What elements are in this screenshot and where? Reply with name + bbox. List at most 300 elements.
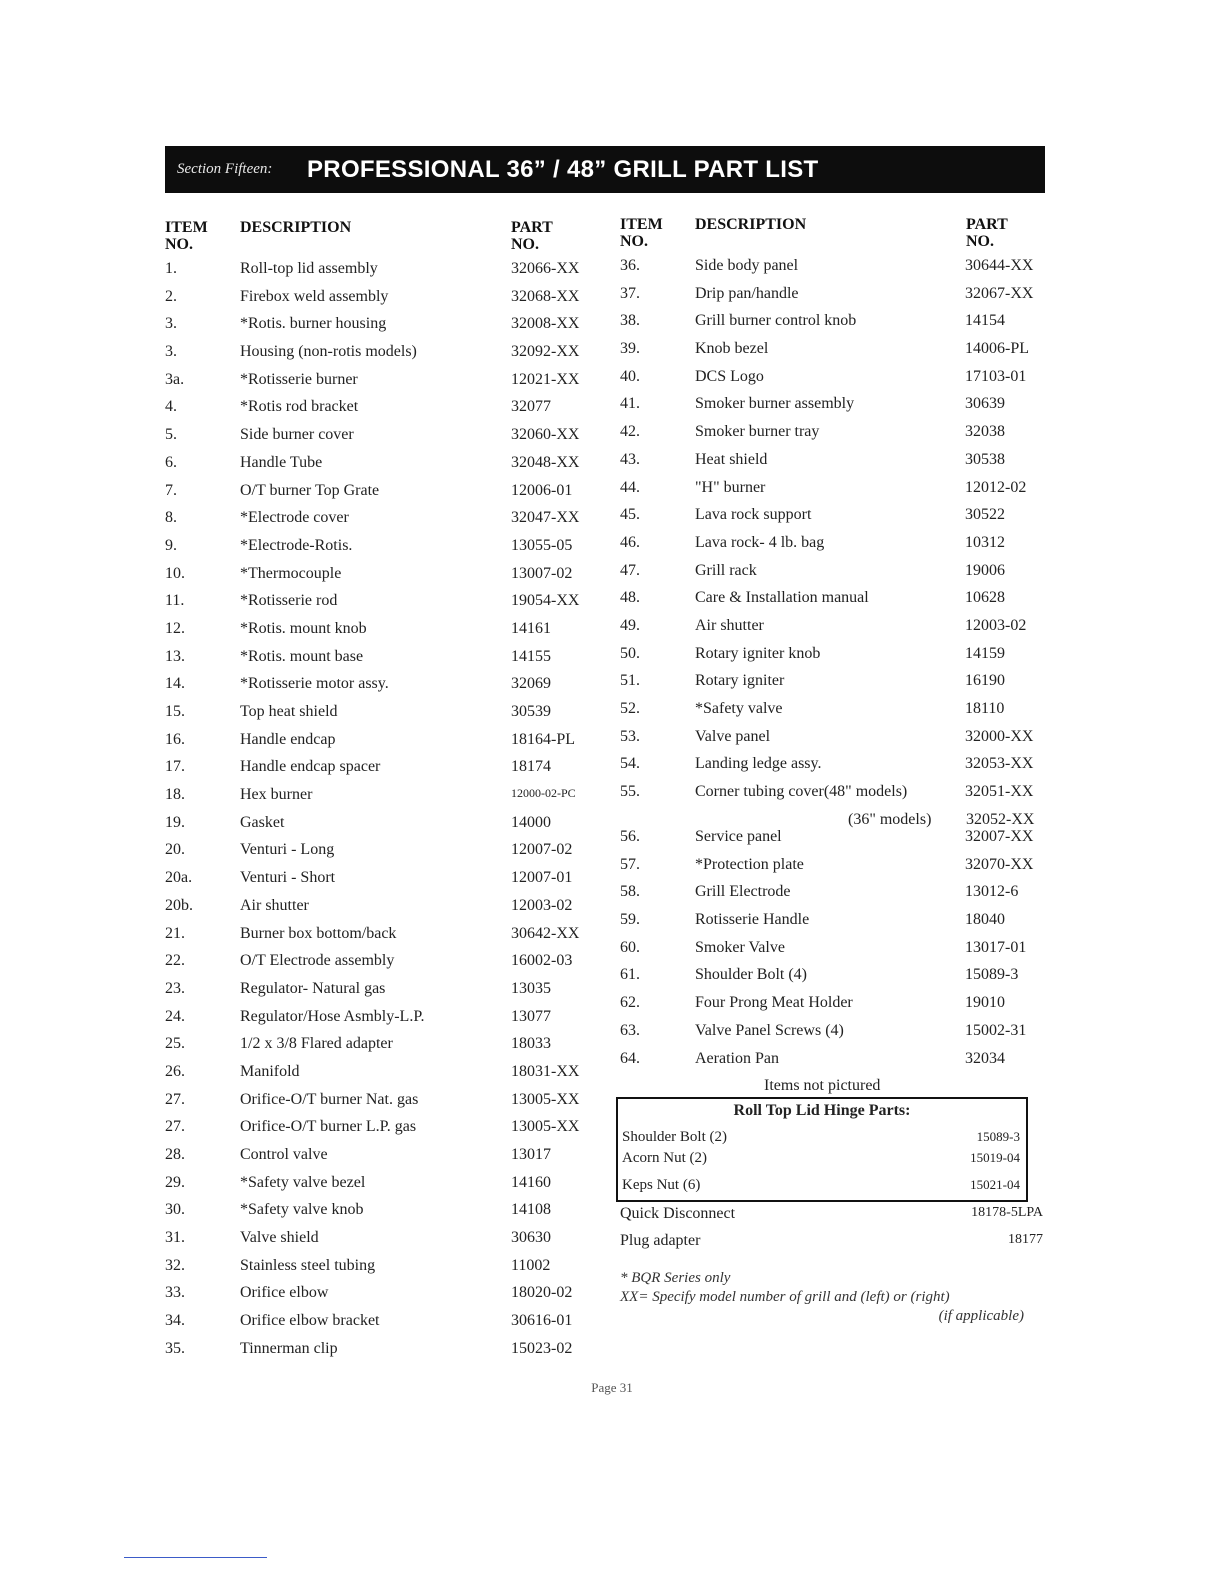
part-item-number: 60. — [620, 938, 640, 956]
part-number: 13007-02 — [511, 564, 573, 582]
part-description: Firebox weld assembly — [240, 287, 389, 305]
right-parts-list-continued — [620, 828, 1045, 1077]
part-number: 32067-XX — [965, 284, 1034, 302]
part-description: Grill Electrode — [695, 883, 791, 901]
part-row — [620, 451, 1045, 479]
part-description: Air shutter — [695, 616, 764, 634]
part-number: 10628 — [965, 589, 1005, 607]
part-number: 32092-XX — [511, 343, 580, 361]
extra-item-desc: Plug adapter — [620, 1232, 701, 1249]
part-description: "H" burner — [695, 478, 766, 496]
part-row — [620, 617, 1045, 645]
part-description: Regulator- Natural gas — [240, 979, 386, 997]
part-row — [165, 1229, 605, 1257]
hinge-item-desc: Acorn Nut (2) — [622, 1150, 707, 1166]
part-number: 13005-XX — [511, 1090, 580, 1108]
part-description: *Electrode-Rotis. — [240, 536, 353, 554]
part-description: *Rotisserie burner — [240, 370, 358, 388]
part-item-number: 57. — [620, 855, 640, 873]
part-row — [165, 841, 605, 869]
part-item-number: 33. — [165, 1284, 185, 1302]
part-description: Hex burner — [240, 786, 313, 804]
part-number: 13017-01 — [965, 938, 1027, 956]
part-item-number: 39. — [620, 340, 640, 358]
part-number: 18033 — [511, 1035, 551, 1053]
part-item-number: 24. — [165, 1007, 185, 1025]
part-item-number: 31. — [165, 1229, 185, 1247]
part-number: 32060-XX — [511, 426, 580, 444]
part-item-number: 40. — [620, 367, 640, 385]
part-item-number: 56. — [620, 828, 640, 845]
part-item-number: 37. — [620, 284, 640, 302]
part-description: Side burner cover — [240, 426, 354, 444]
part-description: Control valve — [240, 1146, 328, 1163]
left-header-part: PART NO. — [511, 219, 553, 253]
part-row — [165, 1340, 605, 1368]
part-number: 32000-XX — [965, 727, 1034, 745]
part-number: 18040 — [965, 911, 1005, 929]
part-number: 15089-3 — [965, 966, 1019, 984]
part-description: *Rotis rod bracket — [240, 398, 359, 416]
part-row — [620, 828, 1045, 856]
part-description: *Safety valve knob — [240, 1201, 364, 1219]
part-item-number: 1. — [165, 260, 177, 277]
part-row — [165, 1146, 605, 1174]
part-description: Tinnerman clip — [240, 1339, 338, 1357]
part-number: 19054-XX — [511, 592, 580, 610]
part-row — [620, 645, 1045, 673]
part-item-number: 3. — [165, 315, 177, 333]
part-row — [165, 1091, 605, 1119]
part-item-number: 6. — [165, 453, 177, 471]
part-description: Four Prong Meat Holder — [695, 994, 853, 1012]
part-item-number: 54. — [620, 755, 640, 773]
part-item-number: 51. — [620, 672, 640, 690]
part-row — [165, 398, 605, 426]
right-header-part: PART NO. — [966, 216, 1008, 250]
part-item-number: 63. — [620, 1021, 640, 1039]
part-number: 12012-02 — [965, 478, 1027, 496]
part-item-number: 10. — [165, 564, 185, 582]
part-row — [620, 700, 1045, 728]
part-number: 13055-05 — [511, 536, 573, 554]
part-number: 14006-PL — [965, 340, 1029, 358]
part-row — [165, 814, 605, 842]
part-item-number: 55. — [620, 783, 640, 801]
part-description: Gasket — [240, 813, 285, 831]
part-number: 18174 — [511, 758, 551, 776]
part-number: 30539 — [511, 703, 551, 720]
part-row — [620, 883, 1045, 911]
part-number: 32070-XX — [965, 855, 1034, 873]
part-number: 32008-XX — [511, 315, 580, 333]
part-item-number: 4. — [165, 398, 177, 416]
part-number: 14000 — [511, 813, 551, 831]
part-description: Smoker burner assembly — [695, 395, 855, 413]
extra-item-desc: Quick Disconnect — [620, 1205, 736, 1222]
part-row — [620, 479, 1045, 507]
part-row — [165, 371, 605, 399]
part-description: Handle endcap spacer — [240, 758, 381, 776]
part-item-number: 53. — [620, 727, 640, 745]
part-description: Care & Installation manual — [695, 589, 869, 607]
part-item-number: 46. — [620, 533, 640, 551]
part-number: 30642-XX — [511, 924, 580, 942]
part-description: Rotisserie Handle — [695, 911, 810, 929]
part-number: 12003-02 — [965, 616, 1027, 634]
part-row — [165, 1201, 605, 1229]
part-description: Stainless steel tubing — [240, 1256, 376, 1274]
part-description: Regulator/Hose Asmbly-L.P. — [240, 1007, 425, 1025]
note-xx-applicable: (if applicable) — [938, 1308, 1024, 1324]
part-row — [165, 592, 605, 620]
page-title: PROFESSIONAL 36” / 48” GRILL PART LIST — [307, 155, 819, 183]
right-header-description: DESCRIPTION — [695, 216, 807, 233]
part-item-number: 50. — [620, 644, 640, 662]
footer-rule — [124, 1557, 267, 1558]
part-row — [165, 454, 605, 482]
part-number: 14154 — [965, 312, 1005, 330]
part-description: Drip pan/handle — [695, 284, 799, 302]
part-item-number: 26. — [165, 1062, 185, 1080]
hinge-parts-box — [616, 1097, 1028, 1202]
extra-item — [620, 1205, 1045, 1223]
part-row — [165, 1035, 605, 1063]
part-description: Orifice elbow bracket — [240, 1312, 380, 1330]
part-row — [620, 395, 1045, 423]
part-item-number: 14. — [165, 675, 185, 693]
part-item-number: 3. — [165, 343, 177, 361]
part-row — [165, 703, 605, 731]
part-description: O/T Electrode assembly — [240, 952, 395, 970]
hinge-item — [622, 1150, 1022, 1167]
part-number: 30522 — [965, 506, 1005, 524]
part-row — [620, 312, 1045, 340]
part-number: 32053-XX — [965, 755, 1034, 773]
part-number: 13012-6 — [965, 883, 1019, 901]
part-description: Landing ledge assy. — [695, 755, 822, 773]
part-description: Orifice-O/T burner L.P. gas — [240, 1118, 417, 1136]
part-row — [620, 755, 1045, 783]
part-row — [165, 1118, 605, 1146]
item55-sub-part: 32052-XX — [966, 811, 1035, 828]
part-number: 12000-02-PC — [511, 786, 576, 801]
part-item-number: 27. — [165, 1090, 185, 1108]
part-item-number: 13. — [165, 647, 185, 665]
part-number: 12006-01 — [511, 481, 573, 499]
part-description: *Rotis. burner housing — [240, 315, 387, 333]
part-row — [165, 648, 605, 676]
part-row — [620, 534, 1045, 562]
part-number: 32068-XX — [511, 287, 580, 305]
left-header-description: DESCRIPTION — [240, 219, 352, 236]
part-number: 18031-XX — [511, 1062, 580, 1080]
part-row — [620, 783, 1045, 811]
part-item-number: 3a. — [165, 370, 185, 388]
part-number: 32051-XX — [965, 783, 1034, 801]
hinge-item-desc: Keps Nut (6) — [622, 1177, 701, 1193]
part-item-number: 44. — [620, 478, 640, 496]
part-number: 13035 — [511, 979, 551, 997]
part-number: 13077 — [511, 1007, 551, 1025]
part-number: 32048-XX — [511, 453, 580, 471]
part-item-number: 21. — [165, 924, 185, 942]
part-item-number: 5. — [165, 426, 177, 444]
part-number: 18110 — [965, 700, 1005, 717]
part-item-number: 2. — [165, 287, 177, 305]
part-description: Orifice elbow — [240, 1284, 329, 1302]
extra-item — [620, 1232, 1045, 1250]
right-parts-list — [620, 257, 1045, 811]
part-item-number: 28. — [165, 1146, 185, 1163]
left-header-item: ITEM NO. — [165, 219, 208, 253]
part-description: *Safety valve — [695, 700, 783, 717]
part-row — [165, 1063, 605, 1091]
part-item-number: 23. — [165, 979, 185, 997]
part-item-number: 38. — [620, 312, 640, 330]
part-number: 15023-02 — [511, 1339, 573, 1357]
part-description: Grill rack — [695, 561, 757, 579]
part-description: Service panel — [695, 828, 782, 845]
part-number: 14155 — [511, 647, 551, 665]
part-row — [620, 562, 1045, 590]
part-number: 12021-XX — [511, 370, 580, 388]
page-number: Page 31 — [591, 1380, 633, 1395]
part-number: 15002-31 — [965, 1021, 1027, 1039]
section-banner — [165, 146, 1045, 193]
part-row — [620, 589, 1045, 617]
part-description: Side body panel — [695, 257, 799, 274]
part-item-number: 15. — [165, 703, 185, 720]
part-item-number: 16. — [165, 730, 185, 748]
part-row — [165, 758, 605, 786]
part-row — [620, 672, 1045, 700]
part-item-number: 41. — [620, 395, 640, 413]
part-row — [165, 1284, 605, 1312]
part-number: 30538 — [965, 450, 1005, 468]
part-description: Aeration Pan — [695, 1049, 779, 1067]
part-description: *Rotis. mount knob — [240, 619, 367, 637]
part-item-number: 19. — [165, 813, 185, 831]
part-description: Air shutter — [240, 896, 309, 914]
part-item-number: 43. — [620, 450, 640, 468]
part-item-number: 36. — [620, 257, 640, 274]
part-row — [620, 728, 1045, 756]
part-number: 32034 — [965, 1049, 1005, 1067]
part-row — [620, 257, 1045, 285]
part-description: 1/2 x 3/8 Flared adapter — [240, 1035, 393, 1053]
part-item-number: 49. — [620, 616, 640, 634]
part-row — [620, 340, 1045, 368]
part-number: 32047-XX — [511, 509, 580, 527]
part-row — [165, 343, 605, 371]
part-description: Smoker Valve — [695, 938, 785, 956]
part-item-number: 30. — [165, 1201, 185, 1219]
part-row — [620, 939, 1045, 967]
part-number: 12003-02 — [511, 896, 573, 914]
part-description: Handle Tube — [240, 453, 323, 471]
part-description: Housing (non-rotis models) — [240, 343, 417, 361]
part-description: Shoulder Bolt (4) — [695, 966, 807, 984]
part-number: 14161 — [511, 619, 551, 637]
part-description: *Protection plate — [695, 855, 804, 873]
part-number: 14160 — [511, 1173, 551, 1191]
part-row — [165, 537, 605, 565]
part-description: Roll-top lid assembly — [240, 260, 378, 277]
part-item-number: 47. — [620, 561, 640, 579]
part-item-number: 20a. — [165, 869, 193, 887]
part-row — [165, 1312, 605, 1340]
part-row — [620, 423, 1045, 451]
part-row — [165, 786, 605, 814]
part-number: 12007-01 — [511, 869, 573, 887]
part-item-number: 35. — [165, 1339, 185, 1357]
part-item-number: 64. — [620, 1049, 640, 1067]
part-description: Valve shield — [240, 1229, 319, 1247]
hinge-parts-title: Roll Top Lid Hinge Parts: — [733, 1102, 911, 1119]
part-item-number: 11. — [165, 592, 185, 610]
part-row — [620, 506, 1045, 534]
part-row — [165, 315, 605, 343]
part-description: Rotary igniter — [695, 672, 785, 690]
part-number: 11002 — [511, 1256, 551, 1274]
part-description: Top heat shield — [240, 703, 338, 720]
part-item-number: 18. — [165, 786, 185, 804]
item55-sub-description: (36" models) — [848, 811, 932, 828]
part-description: DCS Logo — [695, 367, 764, 385]
part-item-number: 58. — [620, 883, 640, 901]
part-row — [620, 966, 1045, 994]
part-number: 18020-02 — [511, 1284, 573, 1302]
part-row — [165, 675, 605, 703]
part-row — [620, 368, 1045, 396]
part-item-number: 25. — [165, 1035, 185, 1053]
part-item-number: 9. — [165, 536, 177, 554]
part-row — [620, 1022, 1045, 1050]
part-row — [165, 925, 605, 953]
part-row — [165, 952, 605, 980]
part-number: 16190 — [965, 672, 1005, 690]
part-description: Corner tubing cover(48" models) — [695, 783, 908, 801]
hinge-item-part: 15019-04 — [970, 1150, 1020, 1165]
extra-item-part: 18177 — [1008, 1232, 1043, 1247]
part-row — [165, 260, 605, 288]
part-description: *Electrode cover — [240, 509, 349, 527]
part-number: 16002-03 — [511, 952, 573, 970]
part-row — [165, 426, 605, 454]
not-pictured-title: Items not pictured — [764, 1077, 881, 1094]
part-number: 32038 — [965, 423, 1005, 441]
part-number: 19006 — [965, 561, 1005, 579]
part-item-number: 48. — [620, 589, 640, 607]
part-number: 14108 — [511, 1201, 551, 1219]
part-description: Lava rock- 4 lb. bag — [695, 533, 825, 551]
part-description: Smoker burner tray — [695, 423, 820, 441]
extra-item-part: 18178-5LPA — [971, 1205, 1043, 1220]
part-row — [620, 1050, 1045, 1078]
part-description: Manifold — [240, 1062, 300, 1080]
part-item-number: 20. — [165, 841, 185, 859]
part-description: *Thermocouple — [240, 564, 342, 582]
part-description: O/T burner Top Grate — [240, 481, 380, 499]
part-row — [165, 869, 605, 897]
part-description: Lava rock support — [695, 506, 812, 524]
part-description: *Safety valve bezel — [240, 1173, 366, 1191]
part-row — [165, 1008, 605, 1036]
part-row — [165, 620, 605, 648]
part-description: *Rotisserie rod — [240, 592, 338, 610]
part-number: 30616-01 — [511, 1312, 573, 1330]
part-item-number: 22. — [165, 952, 185, 970]
part-row — [165, 980, 605, 1008]
hinge-item — [622, 1177, 1022, 1194]
note-bqr: * BQR Series only — [620, 1270, 731, 1286]
part-number: 30644-XX — [965, 257, 1034, 274]
left-parts-list — [165, 260, 605, 1368]
part-item-number: 20b. — [165, 896, 193, 914]
part-row — [165, 897, 605, 925]
part-description: Grill burner control knob — [695, 312, 857, 330]
part-item-number: 32. — [165, 1256, 185, 1274]
hinge-item — [622, 1129, 1022, 1146]
part-row — [165, 482, 605, 510]
part-number: 32077 — [511, 398, 551, 416]
part-row — [165, 731, 605, 759]
part-description: Venturi - Short — [240, 869, 336, 887]
hinge-item-part: 15021-04 — [970, 1177, 1020, 1192]
part-row — [620, 994, 1045, 1022]
part-item-number: 17. — [165, 758, 185, 776]
part-item-number: 34. — [165, 1312, 185, 1330]
part-row — [620, 856, 1045, 884]
part-description: Handle endcap — [240, 730, 336, 748]
note-xx: XX= Specify model number of grill and (left) or (right) — [620, 1289, 950, 1305]
part-row — [165, 288, 605, 316]
part-number: 12007-02 — [511, 841, 573, 859]
part-item-number: 42. — [620, 423, 640, 441]
part-description: *Rotisserie motor assy. — [240, 675, 389, 693]
part-number: 30630 — [511, 1229, 551, 1247]
part-row — [165, 1174, 605, 1202]
part-number: 32066-XX — [511, 260, 580, 277]
part-item-number: 8. — [165, 509, 177, 527]
part-row — [165, 565, 605, 593]
part-item-number: 45. — [620, 506, 640, 524]
part-number: 19010 — [965, 994, 1005, 1012]
part-row — [165, 1257, 605, 1285]
part-number: 32007-XX — [965, 828, 1034, 845]
part-description: Valve panel — [695, 727, 771, 745]
part-number: 13005-XX — [511, 1118, 580, 1136]
part-row — [620, 285, 1045, 313]
part-item-number: 61. — [620, 966, 640, 984]
part-item-number: 62. — [620, 994, 640, 1012]
part-number: 17103-01 — [965, 367, 1027, 385]
part-number: 30639 — [965, 395, 1005, 413]
hinge-item-part: 15089-3 — [976, 1129, 1020, 1144]
part-description: Knob bezel — [695, 340, 769, 358]
part-description: Rotary igniter knob — [695, 644, 821, 662]
hinge-item-desc: Shoulder Bolt (2) — [622, 1129, 727, 1145]
part-description: Valve Panel Screws (4) — [695, 1021, 844, 1039]
section-label: Section Fifteen: — [177, 161, 273, 177]
part-item-number: 12. — [165, 619, 185, 637]
part-number: 14159 — [965, 644, 1005, 662]
part-number: 32069 — [511, 675, 551, 693]
part-number: 10312 — [965, 533, 1005, 551]
part-description: Burner box bottom/back — [240, 924, 397, 942]
part-description: Venturi - Long — [240, 841, 335, 859]
